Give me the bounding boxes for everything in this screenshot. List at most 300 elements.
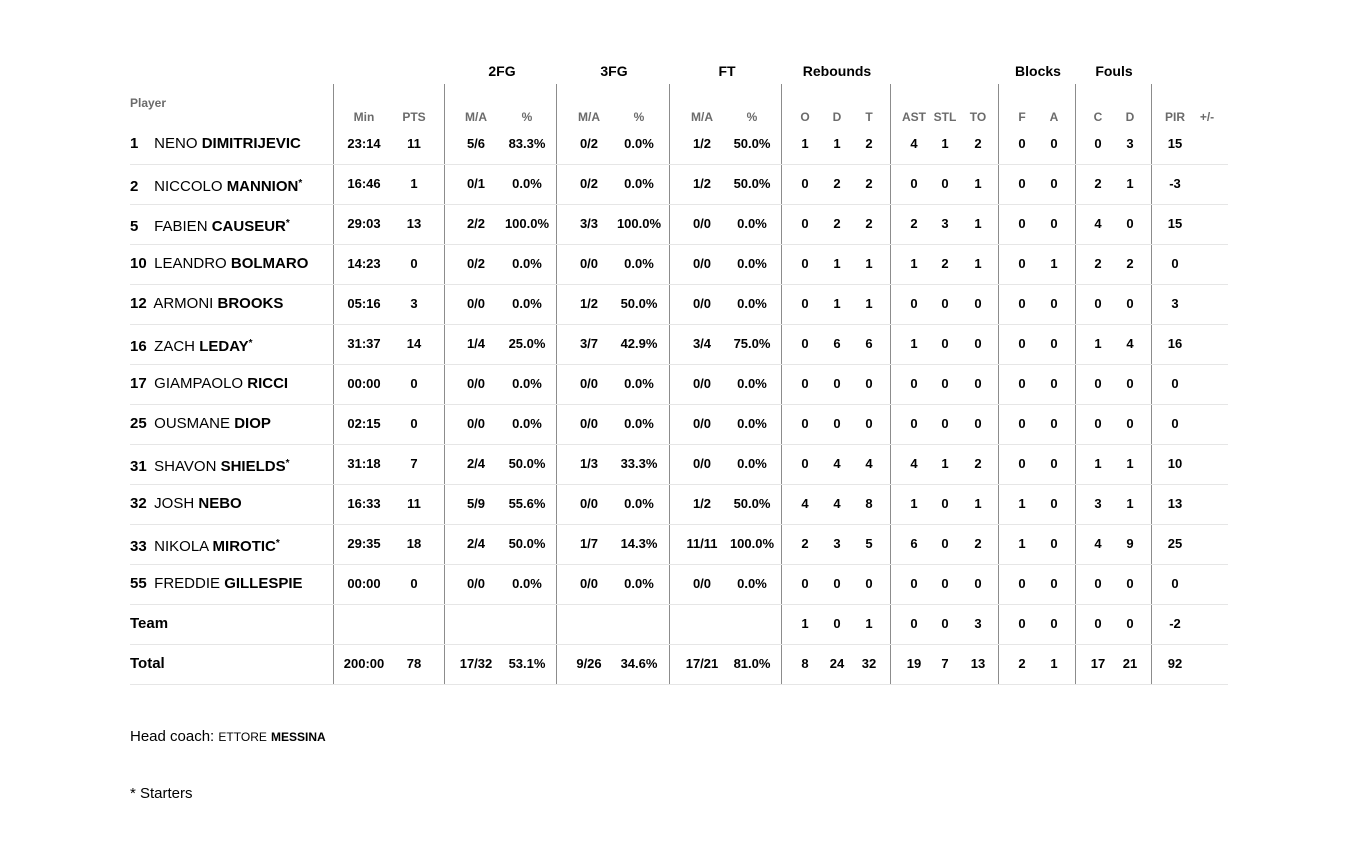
stat-fg3-pct: 100.0% (616, 216, 662, 231)
stat-to: 1 (974, 256, 982, 271)
stat-bf: 0 (1018, 416, 1026, 431)
stat-bf: 0 (1018, 616, 1026, 631)
stat-to: 2 (974, 536, 982, 551)
column-header-bf: F (1018, 110, 1026, 124)
stat-fg2-ma: 0/0 (466, 376, 486, 391)
stat-fc: 0 (1094, 576, 1102, 591)
column-header-t: T (865, 110, 873, 124)
player-number: 55 (130, 575, 147, 592)
stat-fg3-ma: 0/0 (579, 376, 599, 391)
player-number: 1 (130, 135, 139, 152)
stat-pts: 1 (410, 176, 418, 191)
stat-pts: 0 (410, 376, 418, 391)
stat-ba: 0 (1050, 496, 1058, 511)
player-last-name: LEDAY (199, 338, 249, 355)
stat-pts: 0 (410, 576, 418, 591)
stat-pm (1177, 204, 1237, 244)
stat-o: 2 (801, 536, 809, 551)
starter-marker: * (285, 218, 290, 229)
stat-fc: 3 (1094, 496, 1102, 511)
stat-d: 0 (833, 616, 841, 631)
stat-to: 0 (974, 416, 982, 431)
stat-o: 1 (801, 136, 809, 151)
stat-fg2-pct: 0.0% (512, 176, 542, 191)
stat-fg2-ma: 1/4 (466, 336, 486, 351)
stat-t: 1 (865, 296, 873, 311)
column-header-min: Min (353, 110, 375, 124)
stat-fg3-ma: 0/2 (579, 136, 599, 151)
player-number: 32 (130, 495, 147, 512)
stat-ast: 6 (910, 536, 918, 551)
stat-ft-pct: 75.0% (733, 336, 771, 351)
stat-pts: 0 (410, 416, 418, 431)
stat-stl: 0 (941, 616, 949, 631)
stat-ast: 0 (910, 616, 918, 631)
table-row (130, 204, 1228, 245)
player-name (130, 564, 303, 604)
starter-marker: * (275, 538, 280, 549)
stat-ast: 0 (910, 176, 918, 191)
stat-fd: 3 (1126, 136, 1134, 151)
stat-fg2-ma: 0/2 (466, 256, 486, 271)
player-name (130, 284, 283, 324)
stat-ft-pct: 100.0% (729, 536, 775, 551)
stat-bf: 2 (1018, 656, 1026, 671)
stat-o: 0 (801, 216, 809, 231)
starter-marker: * (248, 338, 253, 349)
player-name (130, 204, 290, 244)
group-header-ft: FT (718, 63, 736, 79)
stat-ba: 0 (1050, 536, 1058, 551)
table-row-total (130, 644, 1228, 685)
stat-ast: 2 (910, 216, 918, 231)
starter-marker: * (298, 178, 303, 189)
stat-fg3-pct: 0.0% (624, 176, 654, 191)
stat-d: 2 (833, 176, 841, 191)
stat-pir: 15 (1167, 216, 1183, 231)
stat-ft-ma: 0/0 (692, 256, 712, 271)
player-last-name: SHIELDS (220, 458, 286, 475)
stat-ba: 0 (1050, 456, 1058, 471)
column-header-pts: PTS (402, 110, 426, 124)
stat-fg3-ma: 1/3 (579, 456, 599, 471)
stat-t: 0 (865, 376, 873, 391)
group-header-2fg: 2FG (488, 63, 516, 79)
stat-ast: 0 (910, 296, 918, 311)
stat-pir: 0 (1171, 376, 1179, 391)
stat-fg3-ma: 3/7 (579, 336, 599, 351)
stat-fg2-ma: 2/4 (466, 536, 486, 551)
stat-fg3-pct (609, 604, 669, 644)
stat-pir: 0 (1171, 416, 1179, 431)
stat-ast: 0 (910, 416, 918, 431)
column-header-stl: STL (933, 110, 957, 124)
column-header-fc: C (1093, 110, 1103, 124)
stat-fg2-ma: 17/32 (459, 656, 493, 671)
player-first-name: NIKOLA (154, 538, 209, 555)
stat-ft-pct: 50.0% (733, 176, 771, 191)
stat-pts: 0 (410, 256, 418, 271)
stat-to: 0 (974, 376, 982, 391)
stat-o: 0 (801, 256, 809, 271)
player-last-name: RICCI (247, 375, 289, 392)
starters-footnote: * Starters (130, 785, 193, 802)
column-header-fd: D (1125, 110, 1135, 124)
stat-ba: 1 (1050, 656, 1058, 671)
stat-ft-pct: 0.0% (737, 376, 767, 391)
stat-t: 5 (865, 536, 873, 551)
stat-fg2-ma: 5/6 (466, 136, 486, 151)
stat-fg3-pct: 0.0% (624, 376, 654, 391)
stat-ft-ma: 0/0 (692, 576, 712, 591)
stat-fd: 0 (1126, 376, 1134, 391)
stat-min: 23:14 (347, 136, 381, 151)
player-first-name: FABIEN (154, 218, 208, 235)
stat-min: 31:18 (347, 456, 381, 471)
table-row (130, 364, 1228, 405)
stat-fd: 2 (1126, 256, 1134, 271)
stat-pir: -3 (1169, 176, 1181, 191)
player-last-name: DIOP (234, 415, 271, 432)
stat-bf: 0 (1018, 216, 1026, 231)
stat-t: 4 (865, 456, 873, 471)
stat-d: 0 (833, 576, 841, 591)
stat-stl: 1 (941, 456, 949, 471)
stat-bf: 1 (1018, 536, 1026, 551)
stat-min: 200:00 (343, 656, 385, 671)
stat-o: 0 (801, 376, 809, 391)
stat-fc: 1 (1094, 456, 1102, 471)
stat-ft-ma: 3/4 (692, 336, 712, 351)
player-number: 17 (130, 375, 147, 392)
stat-stl: 7 (941, 656, 949, 671)
table-row (130, 284, 1228, 325)
stat-ft-ma: 11/11 (686, 536, 718, 551)
starter-marker: * (285, 458, 290, 469)
stat-ft-ma: 0/0 (692, 376, 712, 391)
table-row (130, 484, 1228, 525)
player-last-name: MIROTIC (212, 538, 276, 555)
stat-stl: 0 (941, 496, 949, 511)
stat-bf: 0 (1018, 456, 1026, 471)
player-name (130, 124, 301, 164)
stat-stl: 0 (941, 536, 949, 551)
stat-pm (1177, 404, 1237, 444)
stat-fc: 4 (1094, 216, 1102, 231)
stat-pm (1177, 644, 1237, 684)
stat-pm (1177, 164, 1237, 204)
stat-ft-pct: 0.0% (737, 576, 767, 591)
group-header-fouls: Fouls (1095, 63, 1133, 79)
stat-ft-pct: 50.0% (733, 496, 771, 511)
player-number: 2 (130, 178, 139, 195)
stat-fd: 21 (1122, 656, 1138, 671)
row-label-text: Team (130, 615, 169, 632)
stat-d: 4 (833, 496, 841, 511)
stat-stl: 0 (941, 336, 949, 351)
stat-ast: 4 (910, 136, 918, 151)
stat-pts: 3 (410, 296, 418, 311)
stat-pts: 13 (406, 216, 422, 231)
stat-ft-ma: 17/21 (685, 656, 719, 671)
stat-o: 0 (801, 456, 809, 471)
stat-bf: 1 (1018, 496, 1026, 511)
stat-pm (1177, 244, 1237, 284)
column-header-fg2-pct: % (521, 110, 533, 124)
stat-o: 0 (801, 576, 809, 591)
stat-pir: 0 (1171, 256, 1179, 271)
stat-fg2-pct: 55.6% (508, 496, 546, 511)
stat-pir: -2 (1169, 616, 1181, 631)
stat-fg2-pct: 0.0% (512, 416, 542, 431)
stat-ba: 1 (1050, 256, 1058, 271)
stat-fg2-pct: 0.0% (512, 576, 542, 591)
stat-pir: 25 (1167, 536, 1183, 551)
stat-fd: 0 (1126, 576, 1134, 591)
stat-t: 1 (865, 256, 873, 271)
stat-ft-pct: 0.0% (737, 456, 767, 471)
stat-d: 6 (833, 336, 841, 351)
stat-bf: 0 (1018, 376, 1026, 391)
stat-fg3-pct: 0.0% (624, 496, 654, 511)
stat-ft-pct: 0.0% (737, 296, 767, 311)
stat-t: 0 (865, 416, 873, 431)
stat-t: 2 (865, 216, 873, 231)
stat-stl: 0 (941, 376, 949, 391)
row-label (130, 644, 165, 684)
stat-o: 4 (801, 496, 809, 511)
stat-fg3-ma: 0/2 (579, 176, 599, 191)
player-last-name: BOLMARO (230, 255, 309, 272)
stat-fg2-ma: 0/0 (466, 576, 486, 591)
table-row (130, 444, 1228, 485)
stat-o: 0 (801, 336, 809, 351)
stat-d: 4 (833, 456, 841, 471)
stat-ba: 0 (1050, 616, 1058, 631)
head-coach-label: Head coach: (130, 728, 215, 745)
stat-pir: 0 (1171, 576, 1179, 591)
row-label-text: Total (130, 655, 165, 672)
stat-fg2-pct: 0.0% (512, 296, 542, 311)
stat-d: 2 (833, 216, 841, 231)
stat-ft-pct (722, 604, 782, 644)
table-row-team (130, 604, 1228, 645)
stat-t: 6 (865, 336, 873, 351)
stat-ba: 0 (1050, 296, 1058, 311)
stat-stl: 2 (941, 256, 949, 271)
stat-pts: 14 (406, 336, 422, 351)
stat-fg2-pct: 25.0% (508, 336, 546, 351)
column-header-to: TO (969, 110, 987, 124)
player-number: 16 (130, 338, 147, 355)
column-header-ft-pct: % (746, 110, 758, 124)
player-first-name: JOSH (154, 495, 195, 512)
stat-t: 0 (865, 576, 873, 591)
player-number: 31 (130, 458, 147, 475)
stat-fg2-ma: 0/0 (466, 296, 486, 311)
column-header-pir: PIR (1164, 110, 1185, 124)
stat-d: 0 (833, 416, 841, 431)
player-first-name: FREDDIE (154, 575, 221, 592)
stat-stl: 0 (941, 296, 949, 311)
player-name (130, 524, 280, 564)
column-header-o: O (800, 110, 810, 124)
stat-d: 0 (833, 376, 841, 391)
column-header-pm: +/- (1199, 110, 1215, 124)
stat-pir: 16 (1167, 336, 1183, 351)
stat-fg2-ma: 5/9 (466, 496, 486, 511)
column-header-ba: A (1049, 110, 1059, 124)
stat-fc: 2 (1094, 176, 1102, 191)
stat-t: 32 (861, 656, 877, 671)
stat-to: 1 (974, 216, 982, 231)
stat-fg3-pct: 50.0% (620, 296, 658, 311)
stat-t: 2 (865, 176, 873, 191)
player-last-name: GILLESPIE (224, 575, 303, 592)
stat-ft-pct: 0.0% (737, 216, 767, 231)
player-first-name: SHAVON (154, 458, 217, 475)
stat-stl: 0 (941, 416, 949, 431)
stat-ft-ma: 0/0 (692, 296, 712, 311)
stat-o: 1 (801, 616, 809, 631)
stat-fc: 4 (1094, 536, 1102, 551)
stat-ft-pct: 81.0% (733, 656, 771, 671)
stat-pir: 15 (1167, 136, 1183, 151)
stat-fg3-ma: 1/7 (579, 536, 599, 551)
head-coach-last-name: MESSINA (271, 730, 326, 744)
stat-o: 0 (801, 296, 809, 311)
stat-fc: 2 (1094, 256, 1102, 271)
stat-bf: 0 (1018, 136, 1026, 151)
stat-to: 2 (974, 456, 982, 471)
player-last-name: BROOKS (217, 295, 284, 312)
stat-fd: 4 (1126, 336, 1134, 351)
column-header-d: D (832, 110, 842, 124)
table-row (130, 164, 1228, 205)
stat-fc: 0 (1094, 416, 1102, 431)
stat-fg2-ma: 0/1 (466, 176, 486, 191)
stat-pir: 92 (1167, 656, 1183, 671)
stat-ast: 4 (910, 456, 918, 471)
player-name (130, 484, 242, 524)
stat-d: 1 (833, 136, 841, 151)
stat-o: 0 (801, 176, 809, 191)
table-row (130, 524, 1228, 565)
stat-fd: 0 (1126, 616, 1134, 631)
column-header-fg3-pct: % (633, 110, 645, 124)
player-number: 12 (130, 295, 147, 312)
table-row (130, 244, 1228, 285)
stat-fg3-ma: 3/3 (579, 216, 599, 231)
stat-pts: 11 (407, 496, 421, 511)
stat-to: 1 (974, 176, 982, 191)
group-header-3fg: 3FG (600, 63, 628, 79)
stat-fg2-ma: 0/0 (466, 416, 486, 431)
player-first-name: ARMONI (153, 295, 214, 312)
player-number: 33 (130, 538, 147, 555)
stat-ba: 0 (1050, 176, 1058, 191)
stat-bf: 0 (1018, 296, 1026, 311)
player-first-name: NICCOLO (154, 178, 223, 195)
stat-min: 31:37 (347, 336, 381, 351)
table-row (130, 564, 1228, 605)
stat-ast: 1 (910, 336, 918, 351)
stat-pm (1177, 484, 1237, 524)
stat-fg3-pct: 0.0% (624, 576, 654, 591)
player-first-name: OUSMANE (154, 415, 231, 432)
group-header-blocks: Blocks (1015, 63, 1061, 79)
stat-stl: 0 (941, 176, 949, 191)
stat-ft-pct: 0.0% (737, 416, 767, 431)
player-number: 10 (130, 255, 147, 272)
stat-pts (384, 604, 444, 644)
stat-to: 13 (970, 656, 986, 671)
stat-min: 02:15 (347, 416, 381, 431)
stat-d: 24 (829, 656, 845, 671)
stat-ast: 19 (906, 656, 922, 671)
stat-fg3-ma: 1/2 (579, 296, 599, 311)
player-name (130, 404, 271, 444)
stat-fg3-ma: 0/0 (579, 496, 599, 511)
stat-min: 05:16 (347, 296, 381, 311)
stat-fc: 17 (1090, 656, 1106, 671)
stat-fg2-pct: 53.1% (508, 656, 546, 671)
stat-min: 14:23 (347, 256, 381, 271)
stat-stl: 0 (941, 576, 949, 591)
stat-to: 0 (974, 576, 982, 591)
player-number: 5 (130, 218, 139, 235)
stat-ast: 0 (910, 376, 918, 391)
stat-fg2-pct (497, 604, 557, 644)
stat-ast: 1 (910, 256, 918, 271)
table-row (130, 124, 1228, 165)
stat-fg3-ma: 0/0 (579, 416, 599, 431)
stat-d: 1 (833, 296, 841, 311)
stat-pm (1177, 564, 1237, 604)
stat-fd: 1 (1126, 496, 1134, 511)
player-number: 25 (130, 415, 147, 432)
stat-fg3-pct: 0.0% (624, 136, 654, 151)
player-first-name: GIAMPAOLO (154, 375, 244, 392)
stat-fc: 1 (1094, 336, 1102, 351)
stat-pm (1177, 284, 1237, 324)
player-last-name: CAUSEUR (211, 218, 286, 235)
player-first-name: ZACH (154, 338, 196, 355)
stat-fg3-pct: 0.0% (624, 256, 654, 271)
column-header-fg2-ma: M/A (465, 110, 487, 124)
stat-t: 8 (865, 496, 873, 511)
table-row (130, 324, 1228, 365)
stat-bf: 0 (1018, 576, 1026, 591)
column-header-ast: AST (902, 110, 926, 124)
stat-ba: 0 (1050, 336, 1058, 351)
stat-t: 2 (865, 136, 873, 151)
stat-fd: 0 (1126, 416, 1134, 431)
stat-ast: 0 (910, 576, 918, 591)
stat-t: 1 (865, 616, 873, 631)
stat-min: 00:00 (347, 576, 381, 591)
stat-bf: 0 (1018, 176, 1026, 191)
stat-fg3-pct: 14.3% (620, 536, 658, 551)
stat-pir: 10 (1167, 456, 1183, 471)
stat-ba: 0 (1050, 416, 1058, 431)
stat-ft-ma: 0/0 (692, 216, 712, 231)
stat-fg2-pct: 50.0% (508, 456, 546, 471)
stat-ba: 0 (1050, 216, 1058, 231)
stat-fd: 0 (1126, 296, 1134, 311)
stat-fg3-pct: 42.9% (620, 336, 658, 351)
player-last-name: NEBO (198, 495, 242, 512)
